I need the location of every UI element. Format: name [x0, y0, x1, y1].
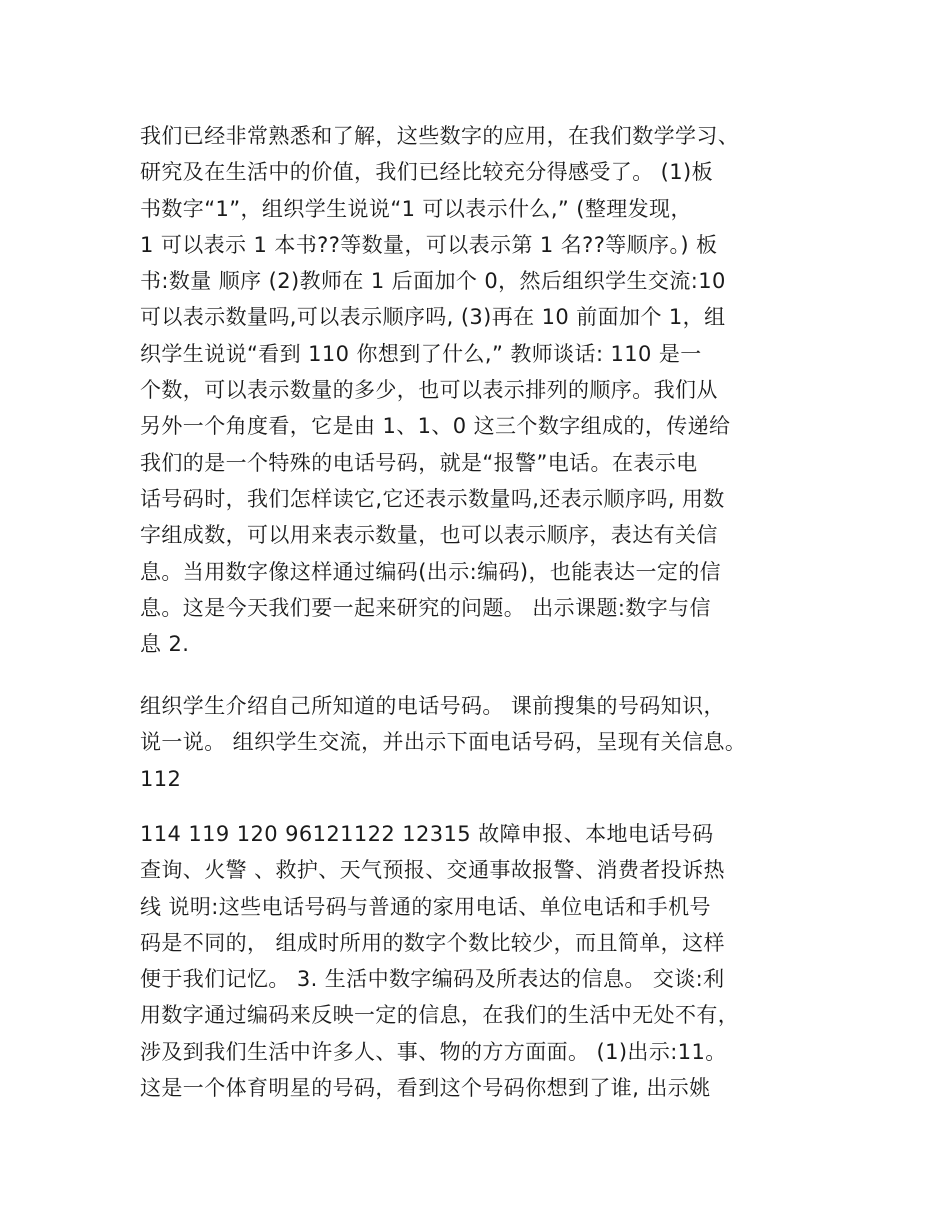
text-line: 这是一个体育明星的号码，看到这个号码你想到了谁, 出示姚 [140, 1076, 711, 1101]
text-line: 话号码时，我们怎样读它,它还表示数量吗,还表示顺序吗, 用数 [140, 486, 725, 511]
text-line: 息。当用数字像这样通过编码(出示:编码)，也能表达一定的信 [140, 559, 722, 584]
text-line: 织学生说说“看到 110 你想到了什么,” 教师谈话: 110 是一 [140, 341, 702, 366]
text-line: 息。这是今天我们要一起来研究的问题。 出示课题:数字与信 [140, 595, 711, 620]
text-line: 说一说。 组织学生交流，并出示下面电话号码，呈现有关信息。 [140, 730, 747, 755]
text-line: 用数字通过编码来反映一定的信息，在我们的生活中无处不有， [140, 1003, 740, 1028]
paragraph-phone-numbers [140, 688, 840, 797]
text-line: 个数，可以表示数量的多少，也可以表示排列的顺序。我们从 [140, 378, 718, 403]
text-line: 息 2. [140, 632, 190, 657]
text-line: 1 可以表示 1 本书??等数量，可以表示第 1 名??等顺序。) 板 [140, 232, 718, 257]
text-line: 书数字“1”，组织学生说说“1 可以表示什么,” (整理发现， [140, 196, 692, 221]
text-line: 组织学生介绍自己所知道的电话号码。 课前搜集的号码知识， [140, 694, 725, 718]
text-line: 线 说明:这些电话号码与普通的家用电话、单位电话和手机号 [140, 894, 711, 919]
text-line: 码是不同的， 组成时所用的数字个数比较少，而且简单，这样 [140, 930, 725, 955]
paragraph-intro [140, 118, 840, 662]
text-line: 另外一个角度看，它是由 1、1、0 这三个数字组成的，传递给 [140, 414, 731, 439]
paragraph-number-encoding [140, 816, 840, 1106]
text-line: 查询、火警 、救护、天气预报、交通事故报警、消费者投诉热 [140, 858, 725, 883]
text-line: 研究及在生活中的价值，我们已经比较充分得感受了。 (1)板 [140, 160, 714, 185]
text-line: 我们的是一个特殊的电话号码，就是“报警”电话。在表示电 [140, 450, 698, 475]
text-line: 可以表示数量吗,可以表示顺序吗, (3)再在 10 前面加个 1，组 [140, 305, 726, 330]
text-line: 涉及到我们生活中许多人、事、物的方方面面。 (1)出示:11。 [140, 1039, 727, 1064]
text-line: 114 119 120 96121122 12315 故障申报、本地电话号码 [140, 822, 714, 846]
text-line: 书:数量 顺序 (2)教师在 1 后面加个 0，然后组织学生交流:10 [140, 269, 726, 294]
text-line: 112 [140, 766, 182, 791]
text-line: 便于我们记忆。 3. 生活中数字编码及所表达的信息。 交谈:利 [140, 967, 725, 992]
text-line: 字组成数，可以用来表示数量，也可以表示顺序，表达有关信 [140, 523, 718, 548]
text-line: 我们已经非常熟悉和了解，这些数字的应用，在我们数学学习、 [140, 124, 740, 148]
